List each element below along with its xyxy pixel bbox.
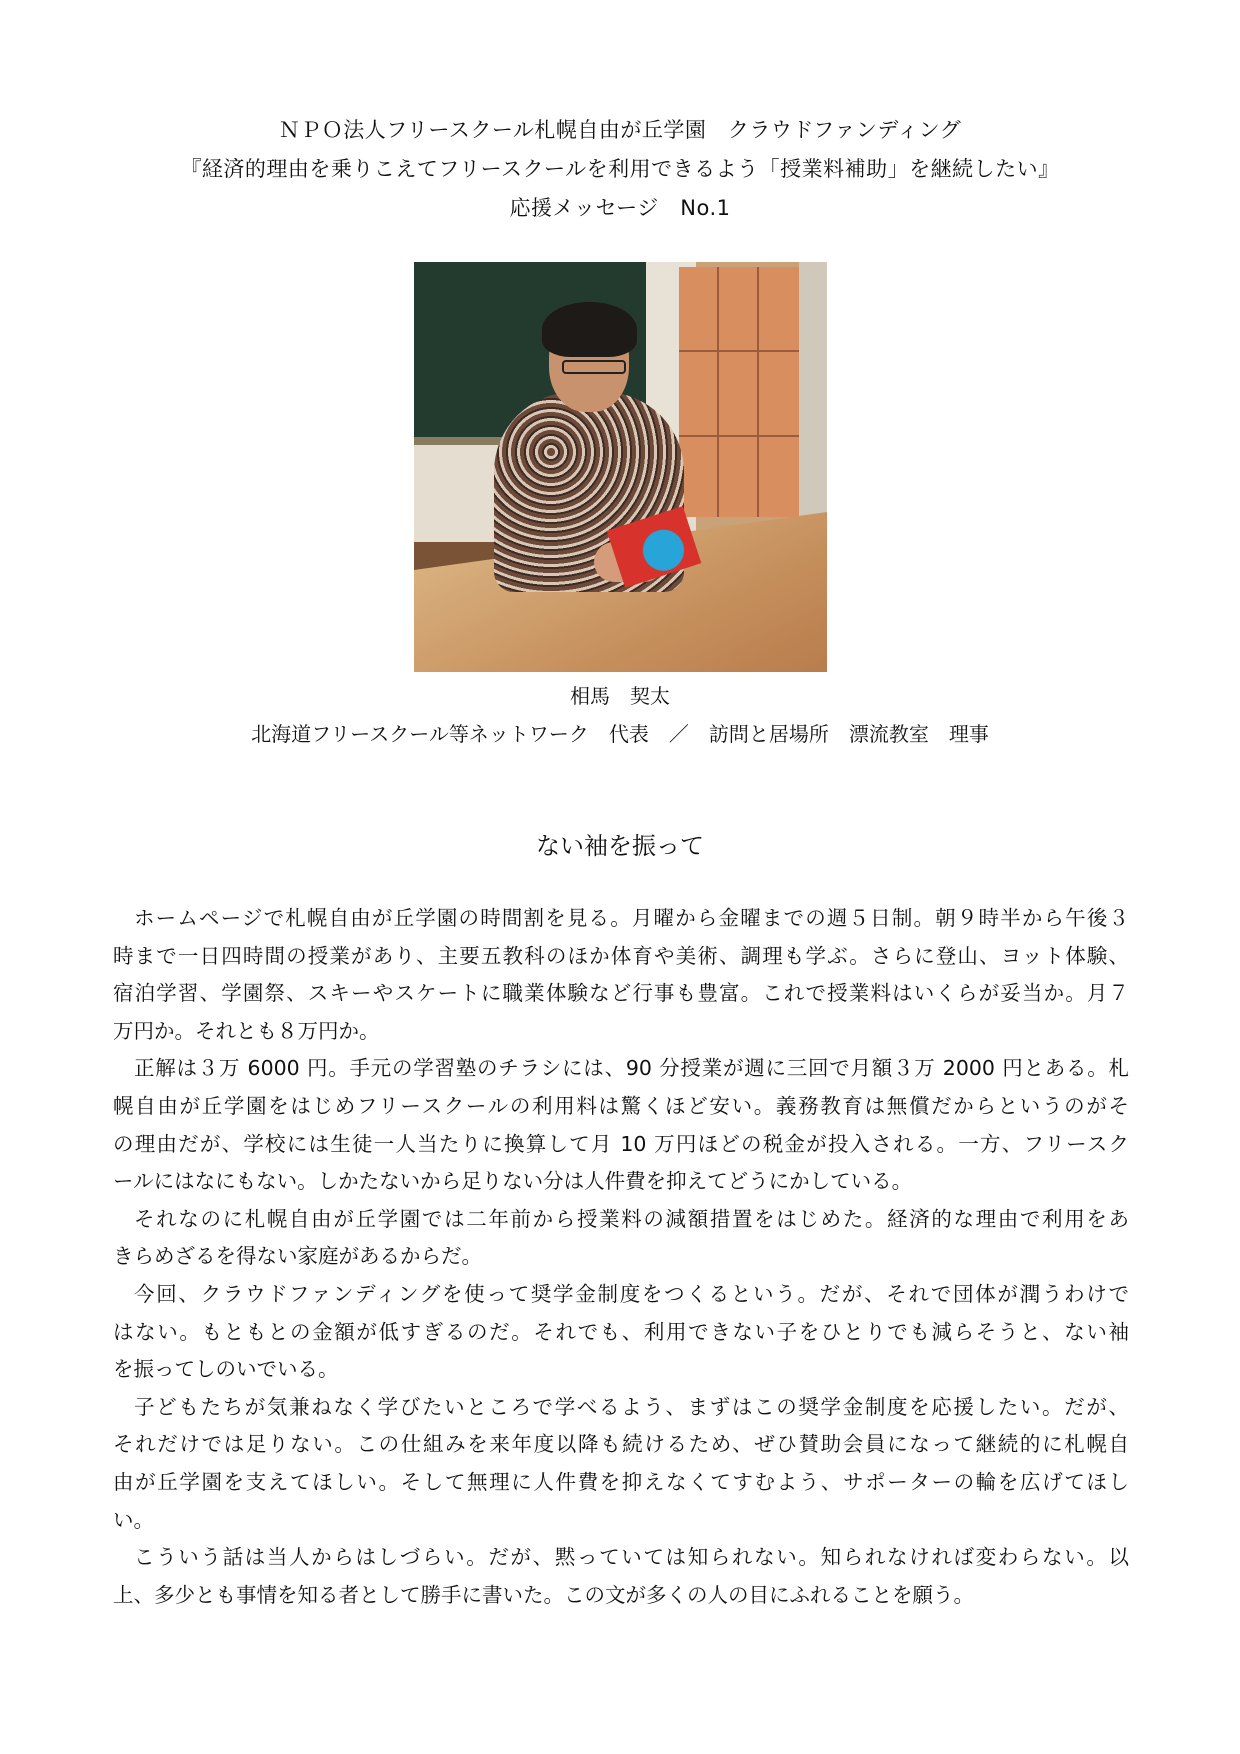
portrait-photo bbox=[414, 262, 827, 672]
paragraph-line: い。 bbox=[113, 1507, 154, 1532]
article-body bbox=[113, 900, 1129, 1614]
paragraph-line: 由が丘学園を支えてほしい。そして無理に人件費を抑えなくてすむよう、サポーターの輪を広げてほし bbox=[113, 1469, 1129, 1494]
paragraph-line: それなのに札幌自由が丘学園では二年前から授業料の減額措置をはじめた。経済的な理由で利用をあ bbox=[134, 1206, 1129, 1231]
paragraph-line: 万円か。それとも８万円か。 bbox=[113, 1018, 380, 1043]
header-line-1: ＮＰＯ法人フリースクール札幌自由が丘学園 クラウドファンディング bbox=[278, 118, 962, 142]
paragraph bbox=[113, 1389, 1129, 1539]
paragraph-line: それだけでは足りない。この仕組みを来年度以降も続けるため、ぜひ賛助会員になって継続的に札幌自 bbox=[113, 1432, 1129, 1457]
header-line-2: 『経済的理由を乗りこえてフリースクールを利用できるよう「授業料補助」を継続したい』 bbox=[180, 157, 1060, 181]
paragraph bbox=[113, 1050, 1129, 1200]
paragraph-line: 時まで一日四時間の授業があり、主要五教科のほか体育や美術、調理も学ぶ。さらに登山、ヨット体験、 bbox=[113, 943, 1129, 968]
person-hair bbox=[542, 302, 637, 357]
paragraph bbox=[113, 900, 1129, 1050]
paragraph-line: を振ってしのいでいる。 bbox=[113, 1357, 339, 1382]
paragraph-line: ールにはなにもない。しかたないから足りない分は人件費を抑えてどうにかしている。 bbox=[113, 1169, 913, 1194]
paragraph bbox=[113, 1201, 1129, 1276]
article-title: ない袖を振って bbox=[536, 832, 704, 860]
person-name: 相馬 契太 bbox=[570, 684, 670, 708]
paragraph-line: 上、多少とも事情を知る者として勝手に書いた。この文が多くの人の目にふれることを願う。 bbox=[113, 1582, 974, 1607]
paragraph-line: はない。もともとの金額が低すぎるのだ。それでも、利用できない子をひとりでも減らそうと、ない袖 bbox=[113, 1319, 1129, 1344]
paragraph-line: 幌自由が丘学園をはじめフリースクールの利用料は驚くほど安い。義務教育は無償だからというのがそ bbox=[113, 1093, 1129, 1118]
paragraph-line: 子どもたちが気兼ねなく学びたいところで学べるよう、まずはこの奨学金制度を応援したい。だが、 bbox=[134, 1394, 1129, 1419]
paragraph bbox=[113, 1276, 1129, 1389]
paragraph-line: の理由だが、学校には生徒一人当たりに換算して月 10 万円ほどの税金が投入される。一方、フリースク bbox=[113, 1131, 1129, 1156]
paragraph-line: きらめざるを得ない家庭があるからだ。 bbox=[113, 1244, 482, 1269]
paragraph-line: 正解は３万 6000 円。手元の学習塾のチラシには、90 分授業が週に三回で月額３万 2000 円とある。札 bbox=[134, 1056, 1129, 1081]
paragraph bbox=[113, 1539, 1129, 1614]
wall-right bbox=[799, 262, 827, 522]
paragraph-line: こういう話は当人からはしづらい。だが、黙っていては知られない。知られなければ変わらない。以 bbox=[134, 1545, 1129, 1570]
lockers bbox=[679, 267, 799, 517]
paragraph-line: 今回、クラウドファンディングを使って奨学金制度をつくるという。だが、それで団体が潤うわけで bbox=[134, 1281, 1129, 1306]
paragraph-line: ホームページで札幌自由が丘学園の時間割を見る。月曜から金曜までの週５日制。朝９時半から午後３ bbox=[134, 906, 1129, 930]
glasses bbox=[562, 360, 626, 374]
paragraph-line: 宿泊学習、学園祭、スキーやスケートに職業体験など行事も豊富。これで授業料はいくらが妥当か。月７ bbox=[113, 981, 1129, 1006]
header-line-3: 応援メッセージ No.1 bbox=[509, 196, 731, 220]
person-affiliation: 北海道フリースクール等ネットワーク 代表 ／ 訪問と居場所 漂流教室 理事 bbox=[251, 722, 989, 746]
